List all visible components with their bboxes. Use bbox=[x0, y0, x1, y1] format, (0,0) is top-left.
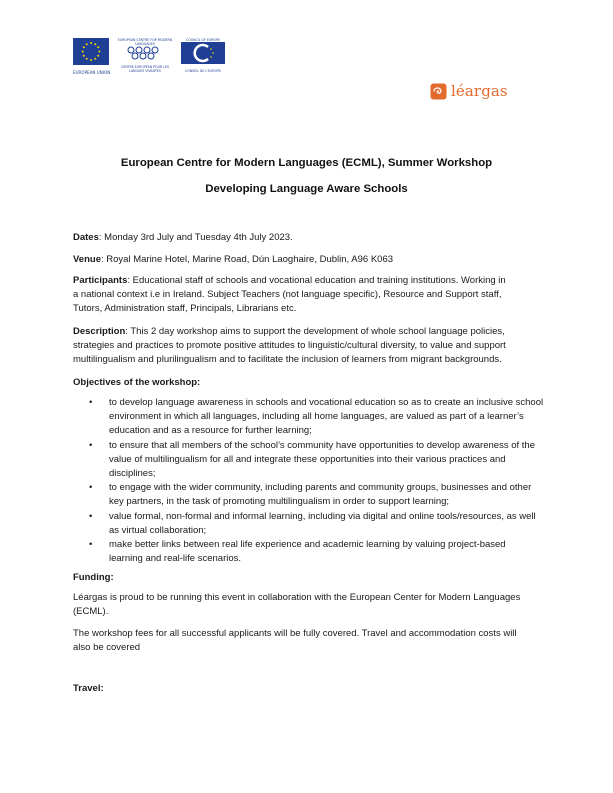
funding-p2-line-1: The workshop fees for all successful applicants will be fully covered. Travel and accommodation costs will bbox=[73, 628, 517, 639]
objective-2-line-1: to ensure that all members of the school’s community have opportunities to develop awareness of the bbox=[109, 439, 535, 451]
bullet: • bbox=[89, 439, 93, 451]
list-item bbox=[73, 538, 545, 566]
eu-logo bbox=[73, 38, 109, 75]
description-paragraph bbox=[73, 325, 545, 368]
list-item bbox=[73, 510, 545, 538]
leargas-wordmark: léargas bbox=[451, 82, 508, 100]
funding-paragraph-1 bbox=[73, 591, 545, 619]
eu-flag-icon bbox=[73, 38, 109, 65]
objectives-list bbox=[73, 396, 545, 566]
objective-2-line-3: disciplines; bbox=[109, 468, 156, 480]
description-label: Description bbox=[73, 326, 126, 337]
participants-paragraph bbox=[73, 274, 545, 317]
funding-paragraph-2 bbox=[73, 627, 545, 655]
ecml-logo bbox=[117, 38, 173, 74]
objective-3-line-2: key partners, in the task of promoting multilingualism in order to support learning; bbox=[109, 496, 450, 508]
bullet: • bbox=[89, 482, 93, 494]
objective-3-line-1: to engage with the wider community, including parents and community groups, businesses and other bbox=[109, 482, 532, 494]
funding-p1-line-2: (ECML). bbox=[73, 606, 109, 618]
council-of-europe-icon bbox=[181, 42, 225, 64]
travel-heading: Travel: bbox=[73, 683, 104, 694]
list-item bbox=[73, 439, 545, 482]
ecml-caption-fr: CENTRE EUROPÉEN POUR LES LANGUES VIVANTES bbox=[120, 65, 170, 73]
objective-4-line-1: value formal, non-formal and informal learning, including via digital and online tools/resources, as well bbox=[109, 510, 536, 522]
dates-paragraph bbox=[73, 231, 545, 245]
page-subtitle: Developing Language Aware Schools bbox=[205, 183, 408, 195]
objectives-heading: Objectives of the workshop: bbox=[73, 377, 201, 388]
participants-line-1: : Educational staff of schools and vocational education and training institutions. Working in bbox=[127, 275, 506, 286]
funding-heading: Funding: bbox=[73, 572, 114, 583]
objective-5-line-2: learning and real-life scenarios. bbox=[109, 553, 242, 565]
description-line-1: : This 2 day workshop aims to support the development of whole school language policies, bbox=[125, 326, 505, 337]
objective-4-line-2: as virtual collaboration; bbox=[109, 524, 207, 536]
description-line-2: strategies and practices to promote positive attitudes to linguistic/cultural diversity, to value and support bbox=[73, 340, 506, 352]
eu-caption: EUROPEAN UNION bbox=[73, 70, 111, 75]
objective-5-line-1: make better links between real life experience and academic learning by valuing project-based bbox=[109, 539, 506, 551]
list-item bbox=[73, 481, 545, 509]
description-line-3: multilingualism and plurilingualism and to facilitate the inclusion of learners from migrant backgrounds. bbox=[73, 354, 502, 366]
venue-label: Venue bbox=[73, 254, 101, 265]
bullet: • bbox=[89, 539, 93, 551]
dates-value: : Monday 3rd July and Tuesday 4th July 2023. bbox=[98, 232, 293, 243]
coe-logo bbox=[181, 38, 225, 73]
header-logos bbox=[73, 38, 233, 74]
ecml-circles-icon bbox=[117, 46, 173, 60]
list-item bbox=[73, 396, 545, 439]
participants-line-2: a national context i.e in Ireland. Subject Teachers (not language specific), Resource and Support staff, bbox=[73, 289, 502, 301]
participants-label: Participants bbox=[73, 275, 128, 286]
coe-caption-fr: CONSEIL DE L'EUROPE bbox=[184, 69, 222, 73]
objective-1-line-3: education and as a resource for further learning; bbox=[109, 425, 312, 437]
objective-1-line-1: to develop language awareness in schools and vocational education so as to create an inclusive school bbox=[109, 397, 544, 408]
participants-line-3: Tutors, Administration staff, Principals, Librarians etc. bbox=[73, 303, 297, 315]
objective-2-line-2: value of multilingualism for all and integrate these opportunities into their various practices and bbox=[109, 453, 506, 465]
leargas-mark-icon bbox=[430, 83, 447, 100]
page-title: European Centre for Modern Languages (ECML), Summer Workshop bbox=[120, 157, 493, 169]
venue-value: : Royal Marine Hotel, Marine Road, Dún Laoghaire, Dublin, A96 K063 bbox=[101, 254, 394, 265]
bullet: • bbox=[89, 397, 93, 408]
funding-p2-line-2: also be covered bbox=[73, 642, 141, 654]
bullet: • bbox=[89, 510, 93, 522]
ecml-caption-en: EUROPEAN CENTRE FOR MODERN LANGUAGES bbox=[117, 38, 173, 46]
leargas-logo bbox=[430, 82, 508, 100]
dates-label: Dates bbox=[73, 232, 99, 243]
objective-1-line-2: environment in which all languages, including all home languages, are valued as part of a learner’s bbox=[109, 411, 524, 423]
coe-caption-en: COUNCIL OF EUROPE bbox=[186, 38, 220, 42]
venue-paragraph bbox=[73, 253, 545, 267]
funding-p1-line-1: Léargas is proud to be running this event in collaboration with the European Center for Modern Languages bbox=[73, 592, 521, 603]
